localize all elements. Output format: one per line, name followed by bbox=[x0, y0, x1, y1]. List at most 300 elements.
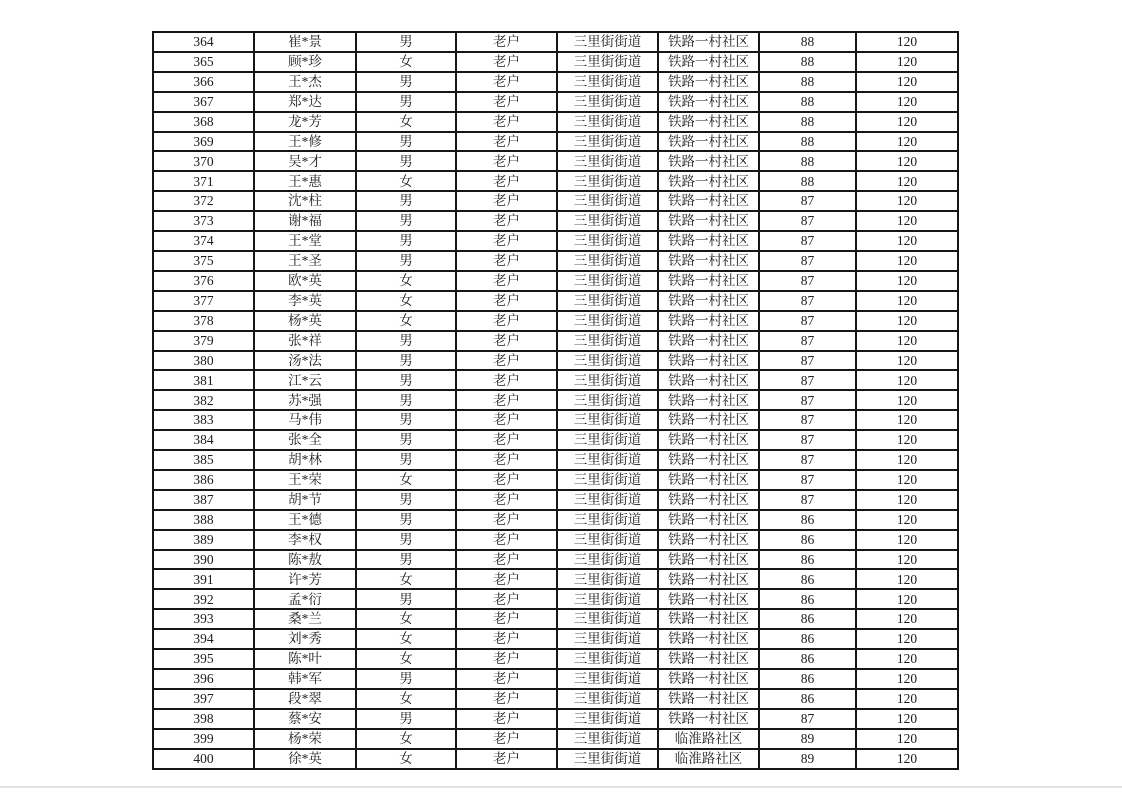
cell-score: 87 bbox=[759, 351, 856, 371]
cell-gender: 女 bbox=[356, 470, 456, 490]
cell-community: 铁路一村社区 bbox=[658, 92, 759, 112]
cell-street: 三里街街道 bbox=[557, 92, 658, 112]
cell-quota: 120 bbox=[856, 72, 958, 92]
table-row bbox=[153, 589, 958, 609]
cell-name: 王*圣 bbox=[254, 251, 356, 271]
cell-name: 张*全 bbox=[254, 430, 356, 450]
cell-score: 88 bbox=[759, 92, 856, 112]
cell-community: 临淮路社区 bbox=[658, 729, 759, 749]
cell-street: 三里街街道 bbox=[557, 231, 658, 251]
cell-serial: 395 bbox=[153, 649, 254, 669]
cell-serial: 386 bbox=[153, 470, 254, 490]
cell-score: 87 bbox=[759, 311, 856, 331]
cell-household-type: 老户 bbox=[456, 390, 557, 410]
table-row bbox=[153, 629, 958, 649]
cell-gender: 女 bbox=[356, 569, 456, 589]
cell-gender: 女 bbox=[356, 649, 456, 669]
table-row bbox=[153, 171, 958, 191]
cell-name: 吴*才 bbox=[254, 151, 356, 171]
cell-community: 铁路一村社区 bbox=[658, 470, 759, 490]
cell-quota: 120 bbox=[856, 749, 958, 769]
cell-street: 三里街街道 bbox=[557, 370, 658, 390]
cell-gender: 男 bbox=[356, 490, 456, 510]
cell-quota: 120 bbox=[856, 251, 958, 271]
cell-gender: 男 bbox=[356, 251, 456, 271]
cell-street: 三里街街道 bbox=[557, 569, 658, 589]
cell-name: 王*惠 bbox=[254, 171, 356, 191]
cell-gender: 女 bbox=[356, 729, 456, 749]
cell-quota: 120 bbox=[856, 450, 958, 470]
cell-name: 李*英 bbox=[254, 291, 356, 311]
cell-household-type: 老户 bbox=[456, 430, 557, 450]
cell-quota: 120 bbox=[856, 331, 958, 351]
cell-score: 87 bbox=[759, 211, 856, 231]
cell-name: 蔡*安 bbox=[254, 709, 356, 729]
cell-household-type: 老户 bbox=[456, 589, 557, 609]
cell-score: 87 bbox=[759, 231, 856, 251]
cell-name: 王*荣 bbox=[254, 470, 356, 490]
cell-gender: 男 bbox=[356, 669, 456, 689]
cell-community: 铁路一村社区 bbox=[658, 32, 759, 52]
cell-community: 铁路一村社区 bbox=[658, 490, 759, 510]
cell-score: 88 bbox=[759, 151, 856, 171]
cell-street: 三里街街道 bbox=[557, 430, 658, 450]
cell-name: 龙*芳 bbox=[254, 112, 356, 132]
cell-score: 87 bbox=[759, 490, 856, 510]
cell-household-type: 老户 bbox=[456, 311, 557, 331]
cell-gender: 女 bbox=[356, 112, 456, 132]
cell-serial: 399 bbox=[153, 729, 254, 749]
cell-name: 汤*法 bbox=[254, 351, 356, 371]
cell-gender: 男 bbox=[356, 589, 456, 609]
cell-score: 89 bbox=[759, 729, 856, 749]
cell-community: 铁路一村社区 bbox=[658, 271, 759, 291]
cell-serial: 372 bbox=[153, 191, 254, 211]
cell-serial: 379 bbox=[153, 331, 254, 351]
cell-score: 88 bbox=[759, 32, 856, 52]
cell-gender: 女 bbox=[356, 689, 456, 709]
cell-serial: 383 bbox=[153, 410, 254, 430]
cell-quota: 120 bbox=[856, 490, 958, 510]
cell-street: 三里街街道 bbox=[557, 52, 658, 72]
cell-household-type: 老户 bbox=[456, 191, 557, 211]
table-row bbox=[153, 749, 958, 769]
cell-community: 铁路一村社区 bbox=[658, 510, 759, 530]
cell-gender: 男 bbox=[356, 132, 456, 152]
cell-household-type: 老户 bbox=[456, 92, 557, 112]
cell-household-type: 老户 bbox=[456, 151, 557, 171]
cell-community: 铁路一村社区 bbox=[658, 589, 759, 609]
cell-quota: 120 bbox=[856, 32, 958, 52]
cell-name: 刘*秀 bbox=[254, 629, 356, 649]
table-row bbox=[153, 609, 958, 629]
cell-gender: 男 bbox=[356, 709, 456, 729]
cell-name: 许*芳 bbox=[254, 569, 356, 589]
cell-serial: 398 bbox=[153, 709, 254, 729]
cell-street: 三里街街道 bbox=[557, 470, 658, 490]
cell-household-type: 老户 bbox=[456, 450, 557, 470]
table-row bbox=[153, 72, 958, 92]
cell-household-type: 老户 bbox=[456, 171, 557, 191]
cell-serial: 391 bbox=[153, 569, 254, 589]
cell-community: 铁路一村社区 bbox=[658, 52, 759, 72]
cell-serial: 382 bbox=[153, 390, 254, 410]
cell-community: 铁路一村社区 bbox=[658, 709, 759, 729]
cell-street: 三里街街道 bbox=[557, 171, 658, 191]
cell-score: 88 bbox=[759, 171, 856, 191]
cell-gender: 男 bbox=[356, 351, 456, 371]
table-row bbox=[153, 569, 958, 589]
cell-name: 陈*敖 bbox=[254, 550, 356, 570]
table-row bbox=[153, 370, 958, 390]
cell-community: 临淮路社区 bbox=[658, 749, 759, 769]
cell-quota: 120 bbox=[856, 211, 958, 231]
cell-community: 铁路一村社区 bbox=[658, 410, 759, 430]
cell-quota: 120 bbox=[856, 669, 958, 689]
cell-serial: 393 bbox=[153, 609, 254, 629]
cell-street: 三里街街道 bbox=[557, 72, 658, 92]
cell-score: 86 bbox=[759, 530, 856, 550]
cell-household-type: 老户 bbox=[456, 729, 557, 749]
cell-name: 崔*景 bbox=[254, 32, 356, 52]
cell-serial: 368 bbox=[153, 112, 254, 132]
cell-gender: 男 bbox=[356, 331, 456, 351]
cell-name: 王*杰 bbox=[254, 72, 356, 92]
table-row bbox=[153, 52, 958, 72]
cell-serial: 385 bbox=[153, 450, 254, 470]
table-row bbox=[153, 331, 958, 351]
cell-score: 86 bbox=[759, 689, 856, 709]
table-row bbox=[153, 729, 958, 749]
table-row bbox=[153, 709, 958, 729]
cell-household-type: 老户 bbox=[456, 231, 557, 251]
table-row bbox=[153, 311, 958, 331]
cell-quota: 120 bbox=[856, 689, 958, 709]
table-row bbox=[153, 191, 958, 211]
cell-score: 87 bbox=[759, 291, 856, 311]
cell-quota: 120 bbox=[856, 430, 958, 450]
table-row bbox=[153, 291, 958, 311]
cell-serial: 378 bbox=[153, 311, 254, 331]
cell-quota: 120 bbox=[856, 709, 958, 729]
cell-gender: 女 bbox=[356, 271, 456, 291]
cell-street: 三里街街道 bbox=[557, 351, 658, 371]
cell-quota: 120 bbox=[856, 569, 958, 589]
cell-name: 李*权 bbox=[254, 530, 356, 550]
cell-community: 铁路一村社区 bbox=[658, 231, 759, 251]
cell-gender: 女 bbox=[356, 749, 456, 769]
cell-street: 三里街街道 bbox=[557, 311, 658, 331]
table-row bbox=[153, 231, 958, 251]
cell-quota: 120 bbox=[856, 589, 958, 609]
cell-serial: 373 bbox=[153, 211, 254, 231]
cell-quota: 120 bbox=[856, 171, 958, 191]
cell-gender: 男 bbox=[356, 191, 456, 211]
table-row bbox=[153, 132, 958, 152]
cell-quota: 120 bbox=[856, 52, 958, 72]
cell-gender: 女 bbox=[356, 52, 456, 72]
cell-community: 铁路一村社区 bbox=[658, 112, 759, 132]
table-row bbox=[153, 669, 958, 689]
cell-street: 三里街街道 bbox=[557, 649, 658, 669]
cell-community: 铁路一村社区 bbox=[658, 629, 759, 649]
cell-street: 三里街街道 bbox=[557, 132, 658, 152]
cell-street: 三里街街道 bbox=[557, 550, 658, 570]
cell-name: 江*云 bbox=[254, 370, 356, 390]
cell-serial: 374 bbox=[153, 231, 254, 251]
cell-score: 86 bbox=[759, 609, 856, 629]
cell-score: 88 bbox=[759, 72, 856, 92]
cell-community: 铁路一村社区 bbox=[658, 291, 759, 311]
cell-serial: 369 bbox=[153, 132, 254, 152]
cell-street: 三里街街道 bbox=[557, 151, 658, 171]
cell-score: 86 bbox=[759, 569, 856, 589]
cell-score: 87 bbox=[759, 450, 856, 470]
cell-name: 王*修 bbox=[254, 132, 356, 152]
cell-household-type: 老户 bbox=[456, 510, 557, 530]
cell-score: 88 bbox=[759, 52, 856, 72]
cell-household-type: 老户 bbox=[456, 331, 557, 351]
cell-name: 杨*荣 bbox=[254, 729, 356, 749]
cell-community: 铁路一村社区 bbox=[658, 450, 759, 470]
cell-gender: 男 bbox=[356, 92, 456, 112]
cell-gender: 男 bbox=[356, 450, 456, 470]
cell-name: 顾*珍 bbox=[254, 52, 356, 72]
table-row bbox=[153, 430, 958, 450]
cell-community: 铁路一村社区 bbox=[658, 390, 759, 410]
cell-street: 三里街街道 bbox=[557, 629, 658, 649]
cell-gender: 男 bbox=[356, 151, 456, 171]
cell-quota: 120 bbox=[856, 112, 958, 132]
table-row bbox=[153, 271, 958, 291]
cell-name: 胡*林 bbox=[254, 450, 356, 470]
cell-score: 86 bbox=[759, 510, 856, 530]
cell-household-type: 老户 bbox=[456, 669, 557, 689]
cell-street: 三里街街道 bbox=[557, 211, 658, 231]
cell-quota: 120 bbox=[856, 470, 958, 490]
cell-street: 三里街街道 bbox=[557, 490, 658, 510]
cell-street: 三里街街道 bbox=[557, 331, 658, 351]
cell-score: 88 bbox=[759, 112, 856, 132]
cell-score: 87 bbox=[759, 430, 856, 450]
cell-score: 87 bbox=[759, 370, 856, 390]
cell-quota: 120 bbox=[856, 311, 958, 331]
roster-table-body bbox=[153, 32, 958, 769]
cell-household-type: 老户 bbox=[456, 749, 557, 769]
cell-quota: 120 bbox=[856, 271, 958, 291]
cell-gender: 女 bbox=[356, 629, 456, 649]
cell-name: 谢*福 bbox=[254, 211, 356, 231]
cell-gender: 男 bbox=[356, 370, 456, 390]
cell-street: 三里街街道 bbox=[557, 729, 658, 749]
cell-serial: 377 bbox=[153, 291, 254, 311]
cell-community: 铁路一村社区 bbox=[658, 171, 759, 191]
cell-quota: 120 bbox=[856, 191, 958, 211]
cell-quota: 120 bbox=[856, 291, 958, 311]
cell-community: 铁路一村社区 bbox=[658, 550, 759, 570]
cell-gender: 男 bbox=[356, 510, 456, 530]
cell-gender: 男 bbox=[356, 231, 456, 251]
cell-serial: 384 bbox=[153, 430, 254, 450]
cell-street: 三里街街道 bbox=[557, 669, 658, 689]
cell-quota: 120 bbox=[856, 351, 958, 371]
cell-serial: 376 bbox=[153, 271, 254, 291]
cell-quota: 120 bbox=[856, 132, 958, 152]
cell-household-type: 老户 bbox=[456, 72, 557, 92]
cell-gender: 女 bbox=[356, 291, 456, 311]
cell-community: 铁路一村社区 bbox=[658, 530, 759, 550]
cell-quota: 120 bbox=[856, 510, 958, 530]
cell-name: 孟*衍 bbox=[254, 589, 356, 609]
table-row bbox=[153, 112, 958, 132]
cell-quota: 120 bbox=[856, 550, 958, 570]
cell-street: 三里街街道 bbox=[557, 749, 658, 769]
cell-household-type: 老户 bbox=[456, 251, 557, 271]
cell-street: 三里街街道 bbox=[557, 271, 658, 291]
cell-household-type: 老户 bbox=[456, 550, 557, 570]
table-row bbox=[153, 530, 958, 550]
cell-gender: 男 bbox=[356, 211, 456, 231]
cell-serial: 394 bbox=[153, 629, 254, 649]
cell-score: 87 bbox=[759, 470, 856, 490]
cell-score: 87 bbox=[759, 251, 856, 271]
table-row bbox=[153, 510, 958, 530]
cell-community: 铁路一村社区 bbox=[658, 569, 759, 589]
cell-household-type: 老户 bbox=[456, 370, 557, 390]
cell-community: 铁路一村社区 bbox=[658, 609, 759, 629]
cell-serial: 396 bbox=[153, 669, 254, 689]
table-row bbox=[153, 490, 958, 510]
cell-household-type: 老户 bbox=[456, 32, 557, 52]
cell-serial: 397 bbox=[153, 689, 254, 709]
cell-name: 王*堂 bbox=[254, 231, 356, 251]
cell-community: 铁路一村社区 bbox=[658, 72, 759, 92]
cell-score: 87 bbox=[759, 331, 856, 351]
cell-street: 三里街街道 bbox=[557, 510, 658, 530]
cell-score: 87 bbox=[759, 410, 856, 430]
table-row bbox=[153, 410, 958, 430]
cell-score: 89 bbox=[759, 749, 856, 769]
table-row bbox=[153, 92, 958, 112]
cell-household-type: 老户 bbox=[456, 609, 557, 629]
cell-serial: 375 bbox=[153, 251, 254, 271]
cell-community: 铁路一村社区 bbox=[658, 370, 759, 390]
cell-household-type: 老户 bbox=[456, 132, 557, 152]
cell-street: 三里街街道 bbox=[557, 689, 658, 709]
cell-quota: 120 bbox=[856, 530, 958, 550]
cell-score: 87 bbox=[759, 271, 856, 291]
cell-gender: 男 bbox=[356, 390, 456, 410]
cell-quota: 120 bbox=[856, 629, 958, 649]
cell-quota: 120 bbox=[856, 649, 958, 669]
table-row bbox=[153, 251, 958, 271]
cell-quota: 120 bbox=[856, 729, 958, 749]
cell-household-type: 老户 bbox=[456, 410, 557, 430]
cell-score: 86 bbox=[759, 669, 856, 689]
cell-community: 铁路一村社区 bbox=[658, 351, 759, 371]
cell-serial: 381 bbox=[153, 370, 254, 390]
cell-street: 三里街街道 bbox=[557, 32, 658, 52]
table-row bbox=[153, 211, 958, 231]
cell-community: 铁路一村社区 bbox=[658, 251, 759, 271]
table-row bbox=[153, 689, 958, 709]
cell-street: 三里街街道 bbox=[557, 609, 658, 629]
cell-serial: 389 bbox=[153, 530, 254, 550]
cell-quota: 120 bbox=[856, 609, 958, 629]
cell-household-type: 老户 bbox=[456, 211, 557, 231]
table-row bbox=[153, 351, 958, 371]
cell-serial: 380 bbox=[153, 351, 254, 371]
cell-community: 铁路一村社区 bbox=[658, 132, 759, 152]
cell-community: 铁路一村社区 bbox=[658, 689, 759, 709]
cell-serial: 392 bbox=[153, 589, 254, 609]
cell-quota: 120 bbox=[856, 231, 958, 251]
cell-community: 铁路一村社区 bbox=[658, 331, 759, 351]
cell-serial: 366 bbox=[153, 72, 254, 92]
cell-household-type: 老户 bbox=[456, 271, 557, 291]
cell-serial: 364 bbox=[153, 32, 254, 52]
table-row bbox=[153, 550, 958, 570]
cell-household-type: 老户 bbox=[456, 470, 557, 490]
cell-household-type: 老户 bbox=[456, 569, 557, 589]
cell-serial: 387 bbox=[153, 490, 254, 510]
cell-community: 铁路一村社区 bbox=[658, 311, 759, 331]
cell-gender: 男 bbox=[356, 530, 456, 550]
cell-score: 86 bbox=[759, 649, 856, 669]
cell-street: 三里街街道 bbox=[557, 410, 658, 430]
cell-name: 沈*柱 bbox=[254, 191, 356, 211]
cell-gender: 女 bbox=[356, 609, 456, 629]
cell-street: 三里街街道 bbox=[557, 709, 658, 729]
cell-street: 三里街街道 bbox=[557, 191, 658, 211]
cell-name: 马*伟 bbox=[254, 410, 356, 430]
cell-name: 杨*英 bbox=[254, 311, 356, 331]
cell-household-type: 老户 bbox=[456, 709, 557, 729]
table-row bbox=[153, 32, 958, 52]
cell-quota: 120 bbox=[856, 410, 958, 430]
cell-serial: 388 bbox=[153, 510, 254, 530]
cell-serial: 371 bbox=[153, 171, 254, 191]
cell-name: 郑*达 bbox=[254, 92, 356, 112]
cell-household-type: 老户 bbox=[456, 649, 557, 669]
cell-street: 三里街街道 bbox=[557, 530, 658, 550]
cell-quota: 120 bbox=[856, 390, 958, 410]
table-row bbox=[153, 450, 958, 470]
cell-score: 87 bbox=[759, 191, 856, 211]
cell-community: 铁路一村社区 bbox=[658, 669, 759, 689]
cell-score: 86 bbox=[759, 589, 856, 609]
cell-quota: 120 bbox=[856, 92, 958, 112]
cell-household-type: 老户 bbox=[456, 52, 557, 72]
cell-name: 桑*兰 bbox=[254, 609, 356, 629]
cell-gender: 男 bbox=[356, 430, 456, 450]
table-row bbox=[153, 390, 958, 410]
cell-gender: 男 bbox=[356, 32, 456, 52]
page-bottom-edge bbox=[0, 786, 1122, 788]
table-row bbox=[153, 649, 958, 669]
roster-table bbox=[152, 31, 959, 770]
cell-name: 王*德 bbox=[254, 510, 356, 530]
cell-street: 三里街街道 bbox=[557, 251, 658, 271]
cell-name: 段*翠 bbox=[254, 689, 356, 709]
cell-household-type: 老户 bbox=[456, 689, 557, 709]
cell-street: 三里街街道 bbox=[557, 390, 658, 410]
cell-name: 张*祥 bbox=[254, 331, 356, 351]
cell-name: 陈*叶 bbox=[254, 649, 356, 669]
cell-score: 88 bbox=[759, 132, 856, 152]
table-row bbox=[153, 470, 958, 490]
cell-gender: 男 bbox=[356, 72, 456, 92]
